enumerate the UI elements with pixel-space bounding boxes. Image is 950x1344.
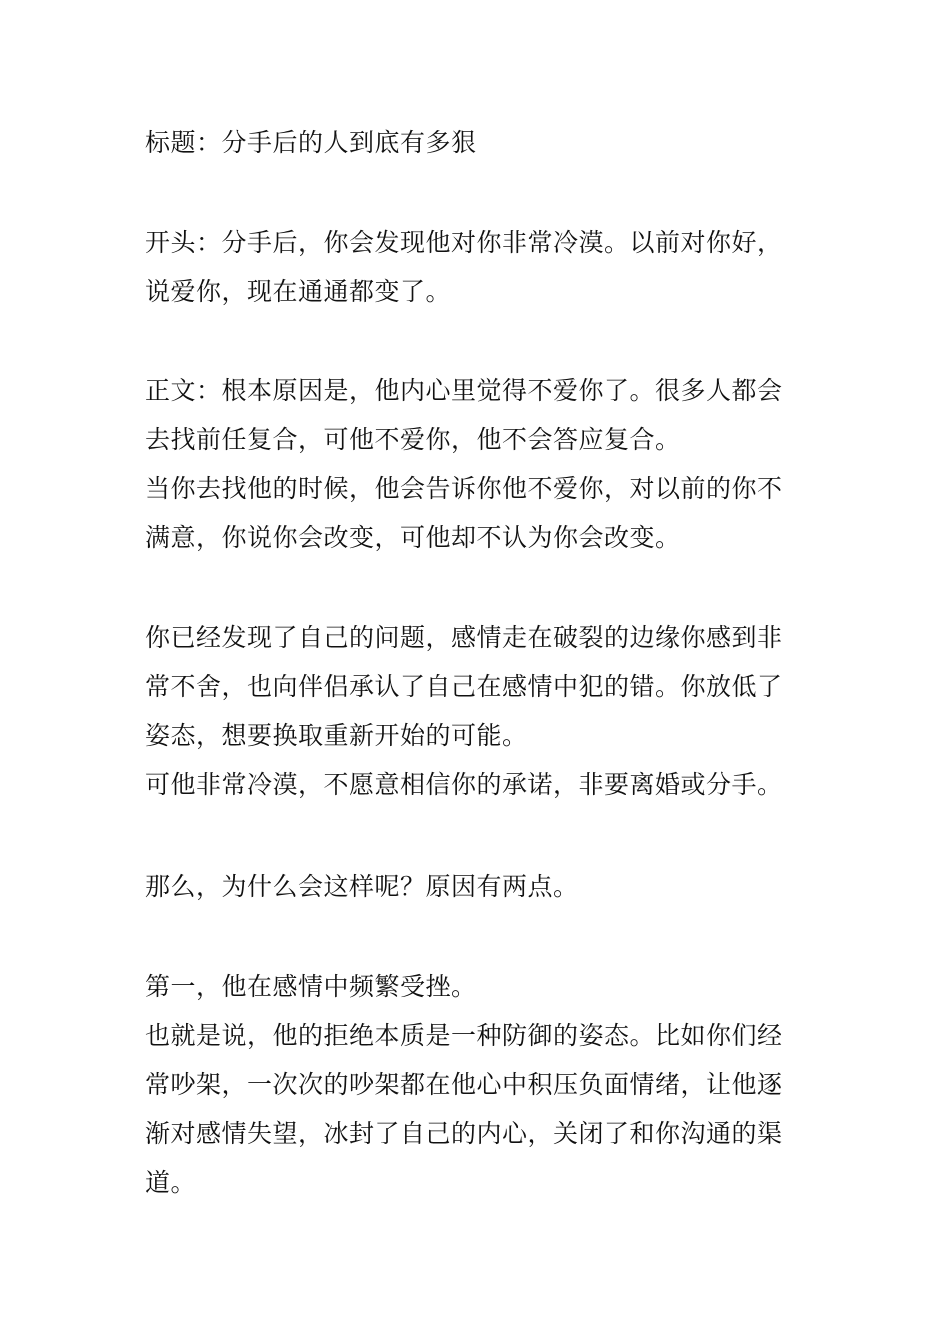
title-line: 标题：分手后的人到底有多狠 [145,128,477,157]
text-line: 说爱你，现在通通都变了。 [145,277,452,306]
text-line: 去找前任复合，可他不爱你，他不会答应复合。 [145,425,681,454]
text-line: 常不舍，也向伴侣承认了自己在感情中犯的错。你放低了 [145,672,783,701]
text-line: 渐对感情失望，冰封了自己的内心，关闭了和你沟通的渠 [145,1119,783,1148]
text-line: 满意，你说你会改变，可他却不认为你会改变。 [145,523,681,552]
question-paragraph [145,862,815,911]
body-paragraph-2 [145,613,815,809]
title-paragraph [145,118,815,167]
text-line: 姿态，想要换取重新开始的可能。 [145,721,528,750]
text-line: 你已经发现了自己的问题，感情走在破裂的边缘你感到非 [145,623,783,652]
text-line: 也就是说，他的拒绝本质是一种防御的姿态。比如你们经 [145,1021,783,1050]
text-line: 常吵架，一次次的吵架都在他心中积压负面情绪，让他逐 [145,1070,783,1099]
point-1-paragraph [145,962,815,1207]
text-line: 正文：根本原因是，他内心里觉得不爱你了。很多人都会 [145,376,783,405]
text-line: 当你去找他的时候，他会告诉你他不爱你，对以前的你不 [145,474,783,503]
text-line: 可他非常冷漠，不愿意相信你的承诺，非要离婚或分手。 [145,770,783,799]
opening-paragraph [145,218,815,316]
text-line: 那么，为什么会这样呢？原因有两点。 [145,872,579,901]
text-line: 第一，他在感情中频繁受挫。 [145,972,477,1001]
body-paragraph-1 [145,366,815,562]
text-line: 开头：分手后，你会发现他对你非常冷漠。以前对你好， [145,228,783,257]
text-line: 道。 [145,1168,197,1197]
